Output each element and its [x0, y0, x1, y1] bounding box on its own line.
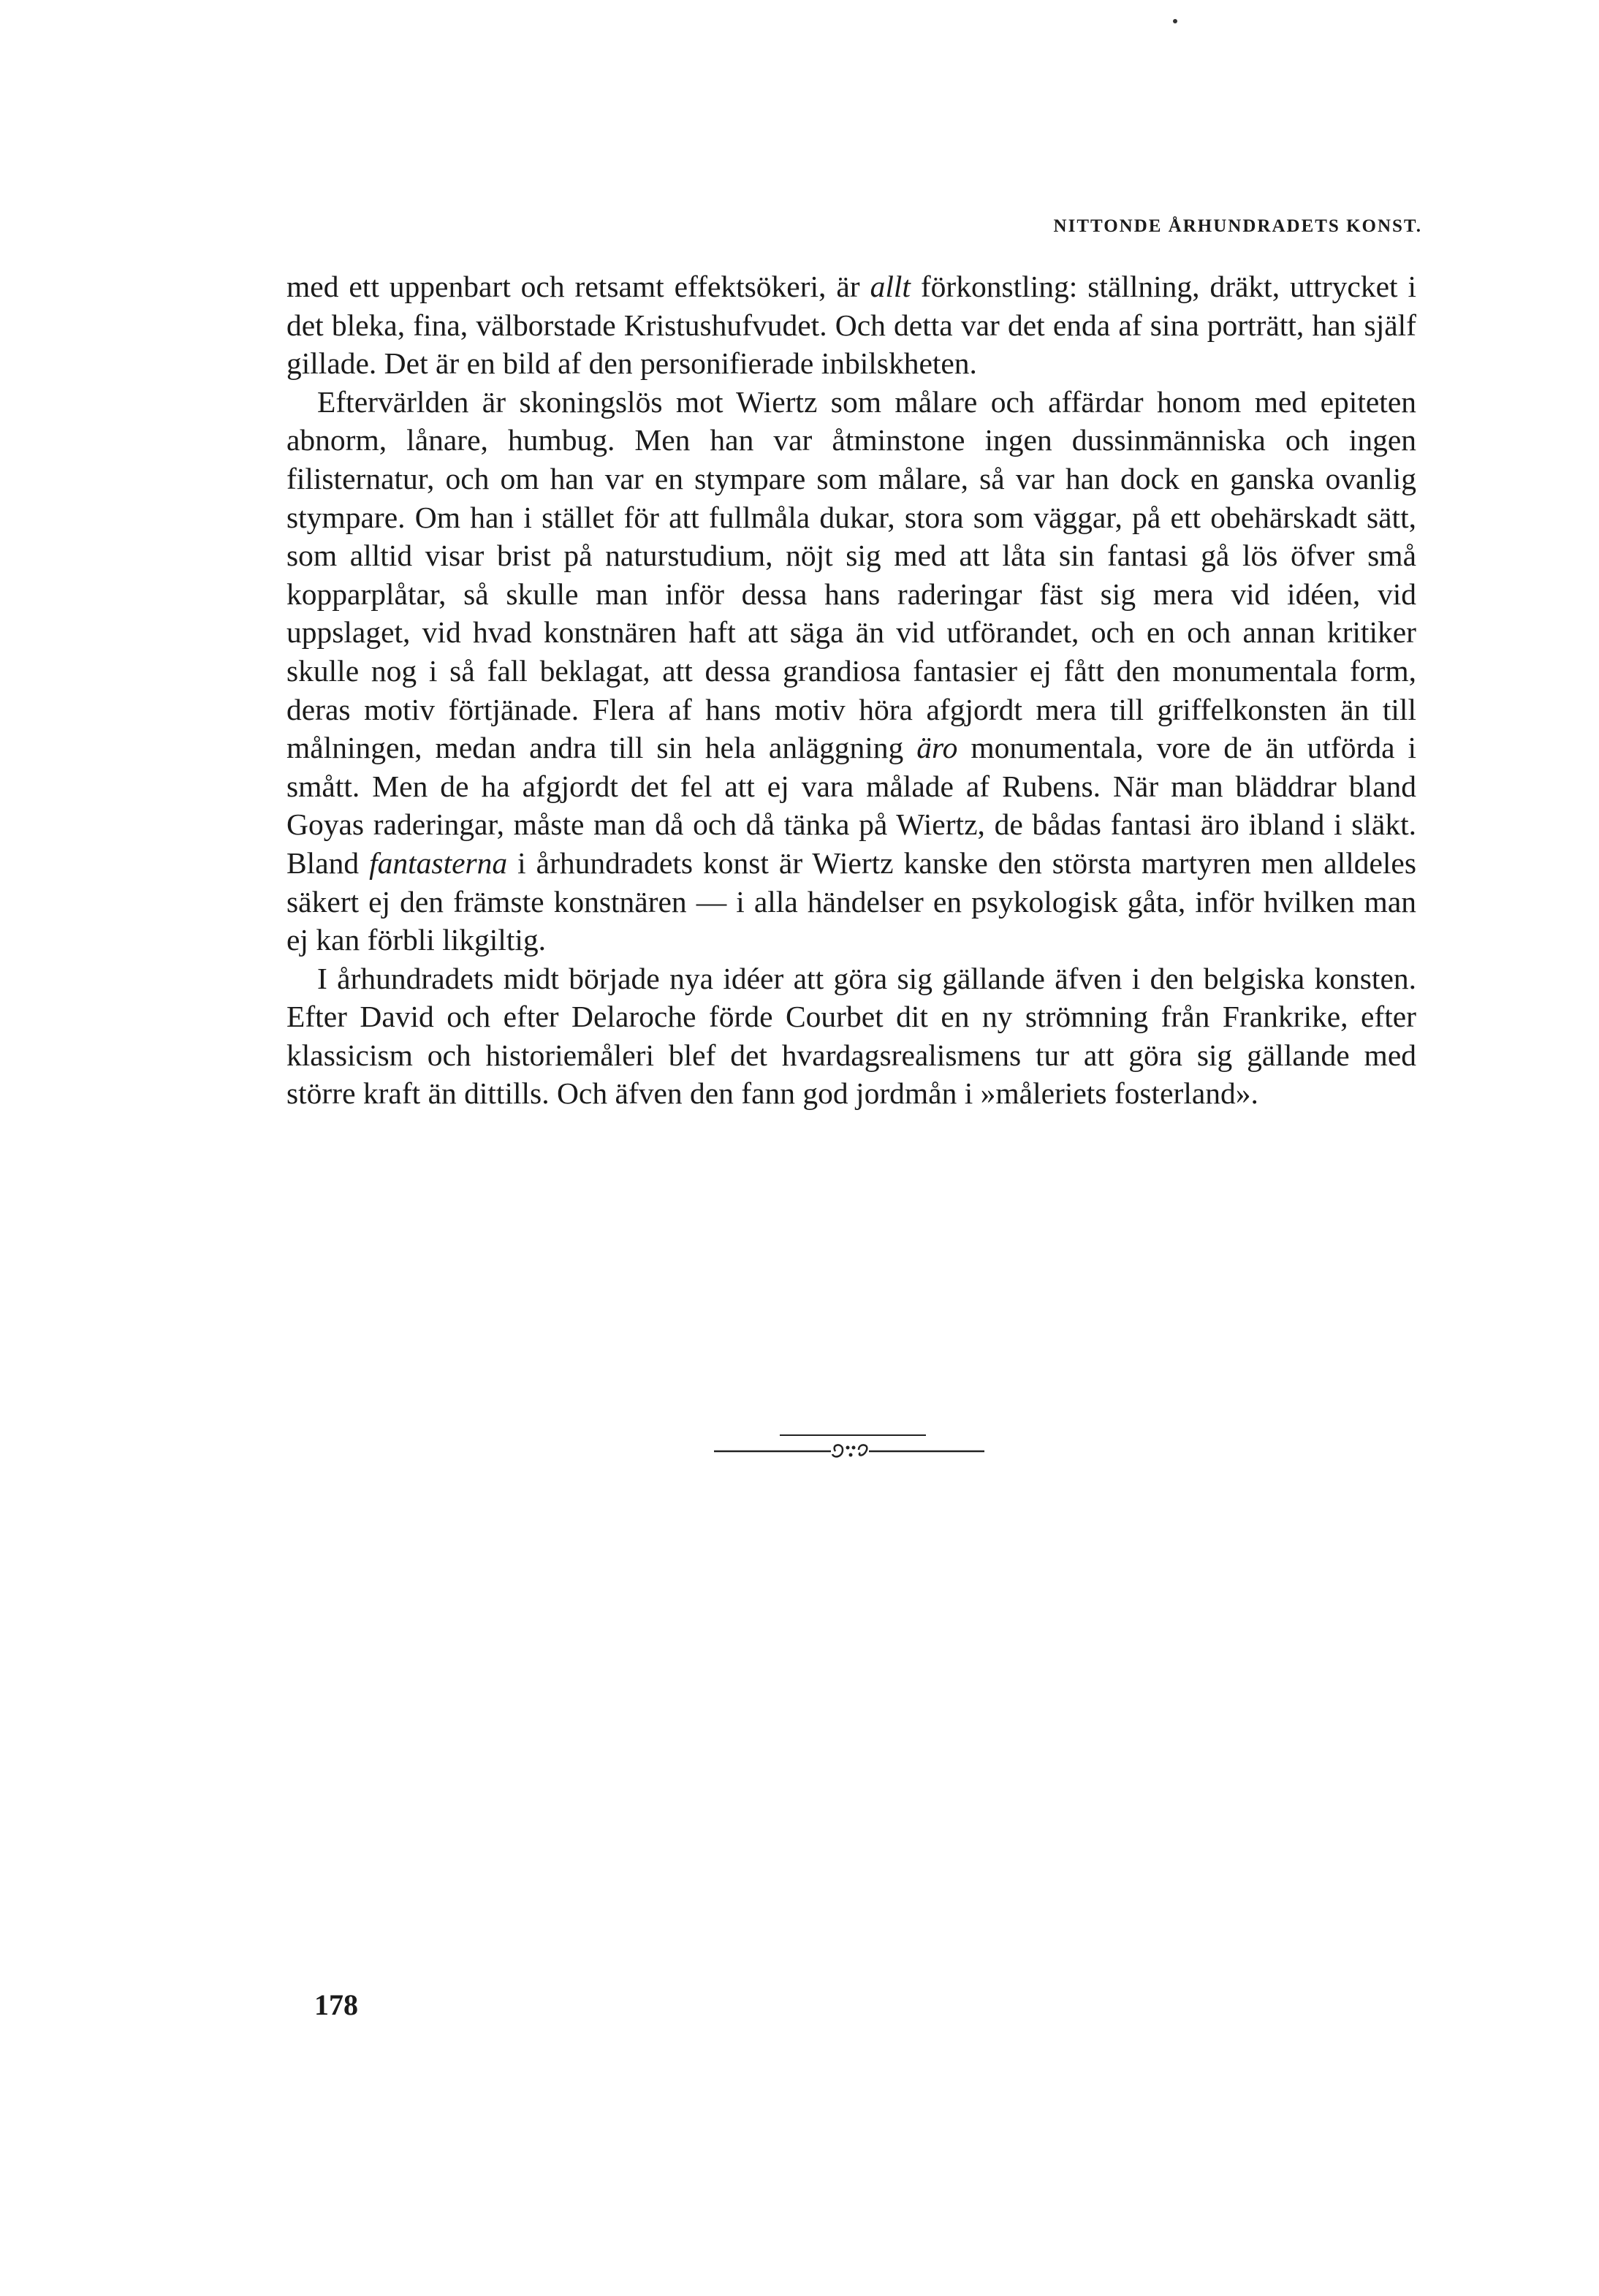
flourish-dot-left	[846, 1446, 850, 1450]
flourish-dot-right	[852, 1446, 856, 1450]
ink-speck	[1173, 19, 1177, 23]
body-text	[286, 267, 1416, 1113]
text-run: Eftervärlden är skoningslös mot Wiertz som målare och affärdar honom med epiteten abnorm, lånare, humbug. Men han var åtminstone ingen dussinmänniska och ingen filisternatur, och om han var en stympare som målare, så var han dock en ganska ovanlig stympare. Om han i stället för att fullmåla dukar, stora som väggar, på ett obehärskadt sätt, som alltid visar brist på naturstudium, nöjt sig med att låta sin fantasi gå lös öfver små kopparplåtar, så skulle man inför dessa hans raderingar fäst sig mera vid idéen, vid uppslaget, vid hvad konstnären haft att säga än vid utförandet, och en och annan kritiker skulle nog i så fall beklagat, att dessa grandiosa fantasier ej fått den monumentala form, deras motiv förtjänade. Flera af hans motiv höra afgjordt mera till griffelkonsten än till målningen, medan andra till sin hela anläggning	[286, 384, 1416, 765]
paragraph-2	[286, 383, 1416, 959]
text-run: med ett uppenbart och retsamt effektsökeri, är	[286, 270, 870, 303]
flourish-right	[859, 1445, 867, 1455]
emphasis-run: fantasterna	[369, 845, 508, 880]
page-number: 178	[314, 1988, 358, 2021]
paragraph-3	[286, 959, 1416, 1113]
text-run: I århundradets midt började nya idéer att göra sig gällande äfven i den belgiska konsten. Efter David och efter Delaroche förde Courbet dit en ny strömning från Frankrike, efter klassicism och historiemåleri blef det hvardagsrealismens tur att göra sig gällande med större kraft än dittills. Och äfven den fann god jordmån i »måleriets fosterland».	[286, 961, 1416, 1111]
flourish-left	[832, 1445, 843, 1456]
running-head: NITTONDE ÅRHUNDRADETS KONST.	[1053, 216, 1422, 236]
text-run: monumentala, vore de än utförda i smått. Men de ha afgjordt det fel att ej vara målade af Rubens. När man bläddrar bland Goyas raderingar, måste man då och då tänka på Wiertz, de bådas fantasi äro ibland i släkt. Bland	[286, 731, 1417, 880]
text-run: i århundradets konst är Wiertz kanske den största martyren men alldeles säkert ej den främste konstnären — i alla händelser en psykologisk gåta, inför hvilken man ej kan förbli likgiltig.	[286, 845, 1416, 957]
decorative-rule-icon	[714, 1425, 984, 1469]
emphasis-run: allt	[870, 270, 911, 303]
paragraph-1	[286, 267, 1416, 383]
emphasis-run: äro	[916, 731, 958, 765]
text-run: förkonstling: ställning, dräkt, uttrycket i det bleka, fina, välborstade Kristushufvudet. Och detta var det enda af sina porträtt, han själf gillade. Det är en bild af den personifierade inbilskheten.	[286, 270, 1416, 381]
flourish-dot-center	[849, 1453, 853, 1457]
